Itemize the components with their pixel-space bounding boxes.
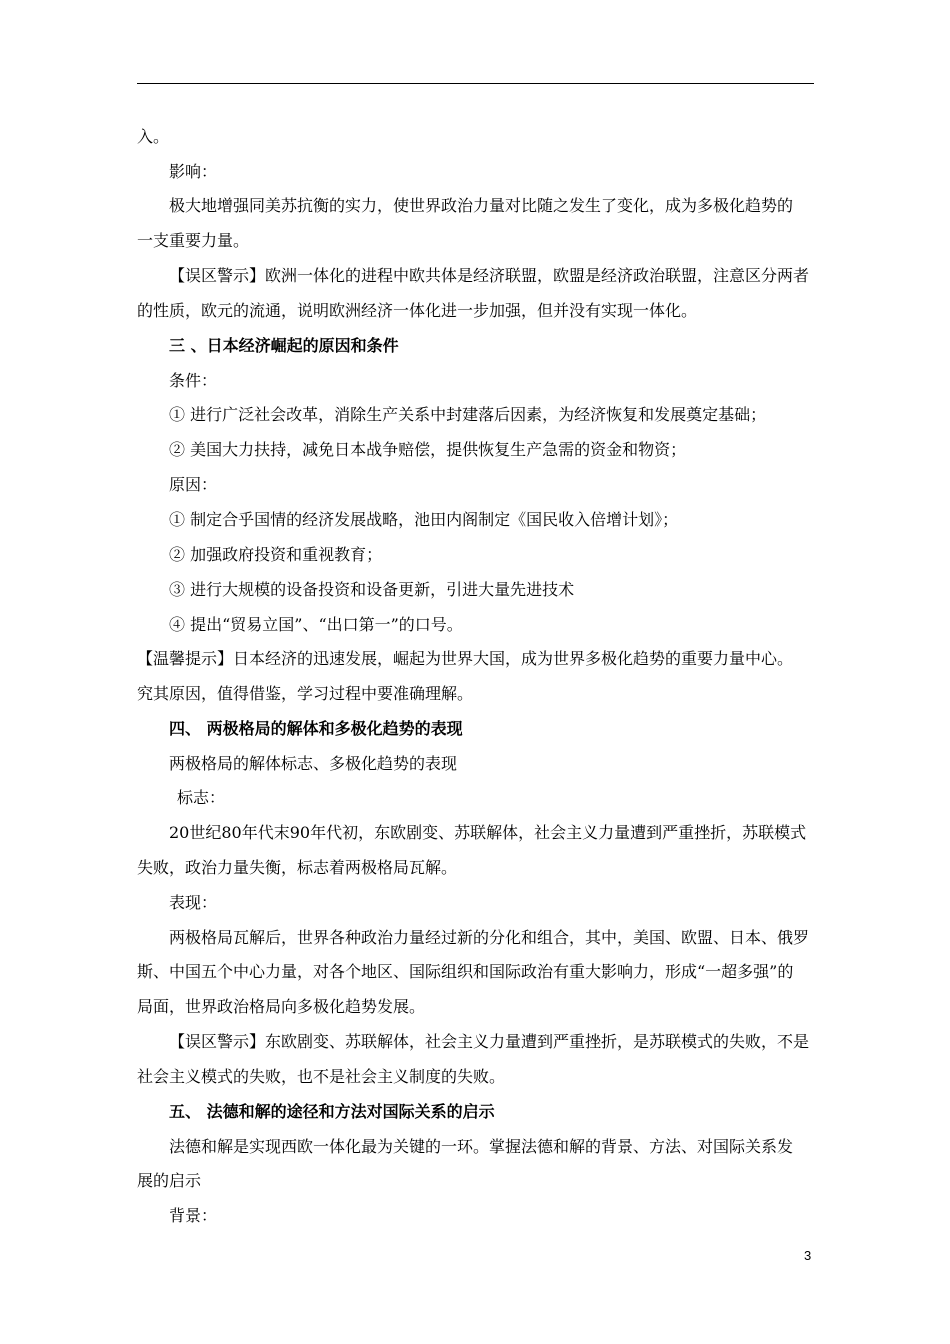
text-line: 【温馨提示】日本经济的迅速发展，崛起为世界大国，成为世界多极化趋势的重要力量中心。 <box>137 649 794 668</box>
text-line: 究其原因，值得借鉴，学习过程中要准确理解。 <box>137 684 474 703</box>
header-rule <box>137 83 814 84</box>
text-line: 背景： <box>169 1206 218 1225</box>
text-line: 极大地增强同美苏抗衡的实力，使世界政治力量对比随之发生了变化，成为多极化趋势的 <box>169 196 794 215</box>
text-line: 影响： <box>169 162 218 181</box>
text-line: 斯、中国五个中心力量，对各个地区、国际组织和国际政治有重大影响力，形成“一超多强”的 <box>137 962 794 981</box>
text-line: 法德和解是实现西欧一体化最为关键的一环。掌握法德和解的背景、方法、对国际关系发 <box>169 1137 794 1156</box>
text-line: 20世纪80年代末90年代初，东欧剧变、苏联解体，社会主义力量遭到严重挫折，苏联模式 <box>169 823 807 842</box>
text-line: 表现： <box>169 893 218 912</box>
section-heading: 五、 法德和解的途径和方法对国际关系的启示 <box>169 1102 495 1121</box>
text-line: 【误区警示】东欧剧变、苏联解体，社会主义力量遭到严重挫折，是苏联模式的失败，不是 <box>169 1032 810 1051</box>
text-line: 【误区警示】欧洲一体化的进程中欧共体是经济联盟，欧盟是经济政治联盟，注意区分两者 <box>169 266 810 285</box>
text-line: ③ 进行大规模的设备投资和设备更新，引进大量先进技术 <box>169 580 575 599</box>
page-number: 3 <box>804 1248 812 1263</box>
text-line: 入。 <box>137 127 170 146</box>
text-line: 两极格局的解体标志、多极化趋势的表现 <box>169 754 458 773</box>
text-line: ① 进行广泛社会改革，消除生产关系中封建落后因素，为经济恢复和发展奠定基础； <box>169 405 767 424</box>
text-line: ② 美国大力扶持，减免日本战争赔偿，提供恢复生产急需的资金和物资； <box>169 440 687 459</box>
text-line: 失败，政治力量失衡，标志着两极格局瓦解。 <box>137 858 458 877</box>
text-line: 的性质，欧元的流通，说明欧洲经济一体化进一步加强，但并没有实现一体化。 <box>137 301 698 320</box>
text-line: 局面，世界政治格局向多极化趋势发展。 <box>137 997 426 1016</box>
section-heading: 三 、日本经济崛起的原因和条件 <box>169 336 399 355</box>
text-line: 展的启示 <box>137 1171 202 1190</box>
text-line: 社会主义模式的失败，也不是社会主义制度的失败。 <box>137 1067 506 1086</box>
section-heading: 四、 两极格局的解体和多极化趋势的表现 <box>169 719 463 738</box>
text-line: 标志： <box>177 788 226 807</box>
text-line: ② 加强政府投资和重视教育； <box>169 545 383 564</box>
text-line: ① 制定合乎国情的经济发展战略，池田内阁制定《国民收入倍增计划》； <box>169 510 679 529</box>
text-line: 条件： <box>169 371 218 390</box>
text-line: 原因： <box>169 475 218 494</box>
text-line: 一支重要力量。 <box>137 231 250 250</box>
text-line: 两极格局瓦解后，世界各种政治力量经过新的分化和组合，其中，美国、欧盟、日本、俄罗 <box>169 928 810 947</box>
text-line: ④ 提出“贸易立国”、“出口第一”的口号。 <box>169 615 463 634</box>
